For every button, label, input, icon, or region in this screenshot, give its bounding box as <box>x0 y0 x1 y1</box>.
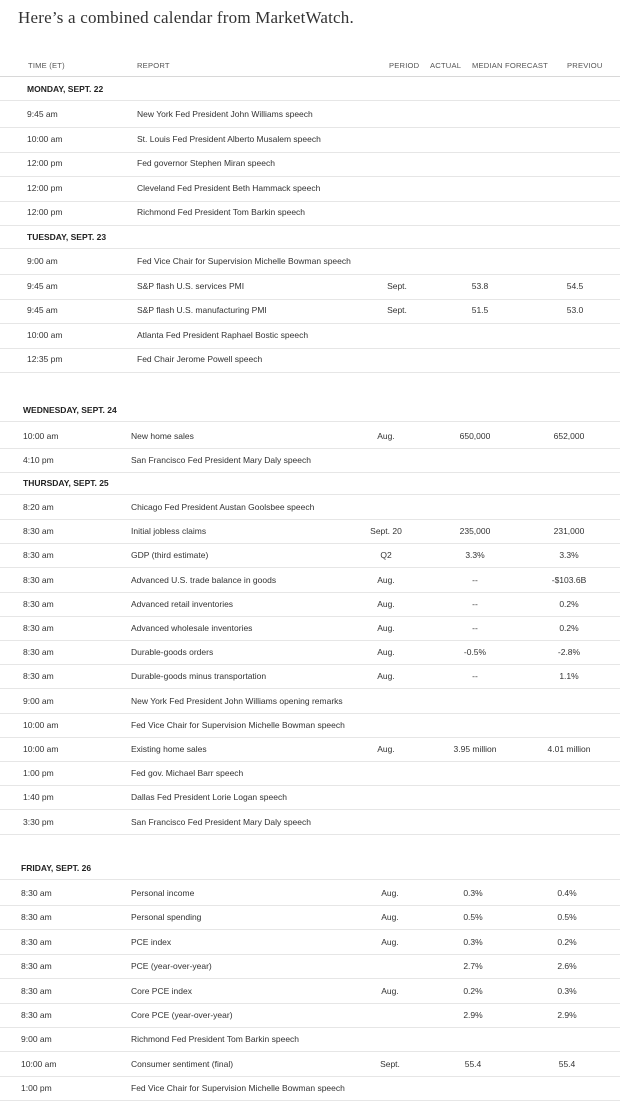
table-row <box>0 274 620 300</box>
cell-report: New York Fed President John Williams opening remarks <box>131 695 343 706</box>
table-row <box>0 930 620 955</box>
cell-time: 8:30 am <box>23 671 54 682</box>
cell-report: San Francisco Fed President Mary Daly speech <box>131 455 311 466</box>
cell-median: -- <box>472 623 478 633</box>
cell-report: PCE index <box>131 936 172 947</box>
cell-period: Sept. <box>387 305 407 316</box>
cell-median: 0.5% <box>463 912 483 923</box>
cell-time: 8:30 am <box>21 961 52 972</box>
table-row <box>0 424 620 449</box>
table-row <box>0 979 620 1004</box>
cell-time: 8:30 am <box>21 912 52 923</box>
header-report: REPORT <box>137 61 170 70</box>
table-row <box>0 592 620 617</box>
cell-period: Aug. <box>381 912 399 923</box>
table-row <box>0 200 620 226</box>
cell-median: -- <box>472 598 478 609</box>
cell-median: 0.2% <box>463 985 483 996</box>
cell-period: Q2 <box>380 550 392 561</box>
day-label: TUESDAY, SEPT. 23 <box>27 232 107 242</box>
day-header-row <box>0 472 620 495</box>
cell-time: 10:00 am <box>21 1058 57 1069</box>
cell-median: 51.5 <box>471 305 489 316</box>
table-row <box>0 881 620 906</box>
cell-median: 2.7% <box>463 961 483 972</box>
day-header-row <box>0 399 620 422</box>
cell-time: 8:30 am <box>23 550 54 561</box>
cell-time: 1:00 pm <box>23 768 54 779</box>
cell-period: Aug. <box>377 647 395 658</box>
header-time: TIME (ET) <box>28 61 65 70</box>
cell-report: Richmond Fed President Tom Barkin speech <box>137 207 306 218</box>
table-row <box>0 323 620 349</box>
table-row <box>0 1076 620 1101</box>
cell-time: 9:45 am <box>27 280 58 291</box>
cell-previous: 4.01 million <box>547 744 591 754</box>
day-header-row <box>0 857 620 880</box>
cell-time: 1:00 pm <box>21 1083 52 1094</box>
cell-median: 3.3% <box>465 550 485 561</box>
cell-previous: 0.2% <box>559 598 579 609</box>
cell-time: 8:30 am <box>21 936 52 947</box>
cell-previous: 3.3% <box>559 550 579 561</box>
table-row <box>0 519 620 544</box>
cell-time: 8:30 am <box>21 985 52 996</box>
day-label: THURSDAY, SEPT. 25 <box>23 478 109 488</box>
cell-report: Durable-goods orders <box>131 647 214 658</box>
cell-time: 8:30 am <box>23 598 54 609</box>
cell-time: 9:45 am <box>27 109 58 119</box>
cell-median: -- <box>472 671 478 682</box>
cell-previous: 2.9% <box>557 1010 577 1020</box>
cell-previous: 1.1% <box>559 671 579 682</box>
table-row <box>0 151 620 177</box>
header-period: PERIOD <box>389 61 420 70</box>
cell-time: 10:00 am <box>27 329 63 340</box>
cell-report: Initial jobless claims <box>131 526 207 537</box>
table-row <box>0 905 620 930</box>
header-previous: PREVIOU <box>567 61 603 70</box>
cell-period: Aug. <box>377 431 395 441</box>
cell-report: Advanced U.S. trade balance in goods <box>131 574 277 585</box>
cell-time: 10:00 am <box>27 133 63 144</box>
cell-time: 9:00 am <box>27 256 58 266</box>
cell-median: 2.9% <box>463 1010 483 1020</box>
cell-time: 8:30 am <box>23 623 54 633</box>
cell-previous: 0.2% <box>559 623 579 633</box>
table-row <box>0 616 620 641</box>
table-row <box>0 954 620 979</box>
cell-median: 0.3% <box>463 936 483 947</box>
cell-period: Aug. <box>381 888 399 898</box>
table-row <box>0 176 620 202</box>
cell-time: 4:10 pm <box>23 455 54 466</box>
cell-period: Aug. <box>381 985 399 996</box>
cell-report: GDP (third estimate) <box>131 550 209 561</box>
cell-previous: 55.4 <box>558 1058 576 1069</box>
table-row <box>0 298 620 324</box>
cell-time: 8:30 am <box>21 1010 52 1020</box>
cell-time: 9:00 am <box>23 695 54 706</box>
cell-report: Atlanta Fed President Raphael Bostic speech <box>137 329 309 340</box>
cell-previous: 0.3% <box>557 985 577 996</box>
cell-time: 8:30 am <box>21 888 52 898</box>
cell-period: Aug. <box>377 574 395 585</box>
cell-report: Core PCE index <box>131 985 192 996</box>
cell-previous: -$103.6B <box>551 574 587 585</box>
cell-report: New home sales <box>131 431 194 441</box>
cell-time: 8:30 am <box>23 574 54 585</box>
cell-time: 12:00 pm <box>27 182 63 193</box>
cell-report: Chicago Fed President Austan Goolsbee speech <box>131 502 315 512</box>
cell-period: Aug. <box>381 936 399 947</box>
cell-report: Personal income <box>131 888 195 898</box>
table-row <box>0 1027 620 1052</box>
cell-report: S&P flash U.S. manufacturing PMI <box>137 305 267 316</box>
table-row <box>0 785 620 810</box>
cell-previous: 2.6% <box>557 961 577 972</box>
cell-time: 10:00 am <box>23 744 59 754</box>
table-row <box>0 543 620 568</box>
day-header-row <box>0 78 620 101</box>
cell-period: Sept. <box>380 1058 400 1069</box>
cell-time: 12:00 pm <box>27 158 63 169</box>
cell-time: 8:20 am <box>23 502 54 512</box>
table-row <box>0 127 620 153</box>
cell-report: Consumer sentiment (final) <box>131 1058 234 1069</box>
cell-time: 1:40 pm <box>23 792 54 803</box>
cell-period: Aug. <box>377 598 395 609</box>
cell-time: 3:30 pm <box>23 816 54 827</box>
cell-report: Advanced wholesale inventories <box>131 623 253 633</box>
table-row <box>0 737 620 762</box>
cell-report: Core PCE (year-over-year) <box>131 1010 233 1020</box>
cell-previous: -2.8% <box>557 647 581 658</box>
table-row <box>0 713 620 738</box>
intro-heading: Here’s a combined calendar from MarketWatch. <box>18 8 354 27</box>
cell-median: 53.8 <box>471 280 489 291</box>
cell-previous: 54.5 <box>566 280 584 291</box>
cell-report: Existing home sales <box>131 744 207 754</box>
table-row <box>0 448 620 473</box>
header-actual: ACTUAL <box>430 61 462 70</box>
header-median: MEDIAN FORECAST <box>472 61 548 70</box>
cell-time: 12:35 pm <box>27 354 63 365</box>
cell-time: 9:00 am <box>21 1034 52 1045</box>
table-row <box>0 640 620 665</box>
cell-report: St. Louis Fed President Alberto Musalem speech <box>137 133 321 144</box>
cell-report: S&P flash U.S. services PMI <box>137 280 245 291</box>
cell-report: San Francisco Fed President Mary Daly speech <box>131 816 311 827</box>
cell-median: -- <box>472 574 478 585</box>
day-label: WEDNESDAY, SEPT. 24 <box>23 405 117 415</box>
cell-time: 12:00 pm <box>27 207 63 218</box>
cell-time: 10:00 am <box>23 431 59 441</box>
cell-time: 8:30 am <box>23 647 54 658</box>
cell-report: Dallas Fed President Lorie Logan speech <box>131 792 287 803</box>
cell-period: Aug. <box>377 623 395 633</box>
cell-report: Fed Vice Chair for Supervision Michelle Bowman speech <box>131 1083 345 1094</box>
table-row <box>0 347 620 373</box>
cell-period: Sept. 20 <box>370 526 402 537</box>
cell-time: 8:30 am <box>23 526 54 537</box>
table-row <box>0 1052 620 1077</box>
cell-period: Aug. <box>377 744 395 754</box>
table-row <box>0 249 620 275</box>
cell-previous: 53.0 <box>566 305 584 316</box>
cell-report: Fed gov. Michael Barr speech <box>131 768 244 779</box>
cell-time: 10:00 am <box>23 719 59 730</box>
cell-report: Cleveland Fed President Beth Hammack speech <box>137 182 321 193</box>
cell-median: -0.5% <box>463 647 487 658</box>
cell-report: Fed Vice Chair for Supervision Michelle Bowman speech <box>131 719 345 730</box>
cell-report: Personal spending <box>131 912 202 923</box>
cell-median: 55.4 <box>464 1058 482 1069</box>
cell-median: 3.95 million <box>453 744 497 754</box>
cell-report: Fed Vice Chair for Supervision Michelle Bowman speech <box>137 256 351 266</box>
cell-report: Advanced retail inventories <box>131 598 234 609</box>
cell-median: 235,000 <box>459 526 491 537</box>
cell-period: Aug. <box>377 671 395 682</box>
cell-median: 650,000 <box>459 431 491 441</box>
day-header-row <box>0 226 620 249</box>
table-row <box>0 761 620 786</box>
cell-report: Durable-goods minus transportation <box>131 671 267 682</box>
cell-report: Fed Chair Jerome Powell speech <box>137 354 263 365</box>
table-row <box>0 664 620 689</box>
cell-median: 0.3% <box>463 888 483 898</box>
cell-previous: 0.2% <box>557 936 577 947</box>
cell-previous: 652,000 <box>553 431 585 441</box>
table-row <box>0 568 620 593</box>
cell-period: Sept. <box>387 280 407 291</box>
cell-report: New York Fed President John Williams speech <box>137 109 313 119</box>
table-row <box>0 495 620 520</box>
cell-previous: 231,000 <box>553 526 585 537</box>
table-row <box>0 689 620 714</box>
cell-report: PCE (year-over-year) <box>131 961 212 972</box>
day-label: MONDAY, SEPT. 22 <box>27 84 104 94</box>
table-row <box>0 810 620 835</box>
table-row <box>0 102 620 128</box>
table-row <box>0 1003 620 1028</box>
day-label: FRIDAY, SEPT. 26 <box>21 863 92 873</box>
cell-previous: 0.4% <box>557 888 577 898</box>
cell-report: Richmond Fed President Tom Barkin speech <box>131 1034 300 1045</box>
cell-previous: 0.5% <box>557 912 577 923</box>
cell-report: Fed governor Stephen Miran speech <box>137 158 275 169</box>
table-header <box>0 54 620 77</box>
cell-time: 9:45 am <box>27 305 58 316</box>
